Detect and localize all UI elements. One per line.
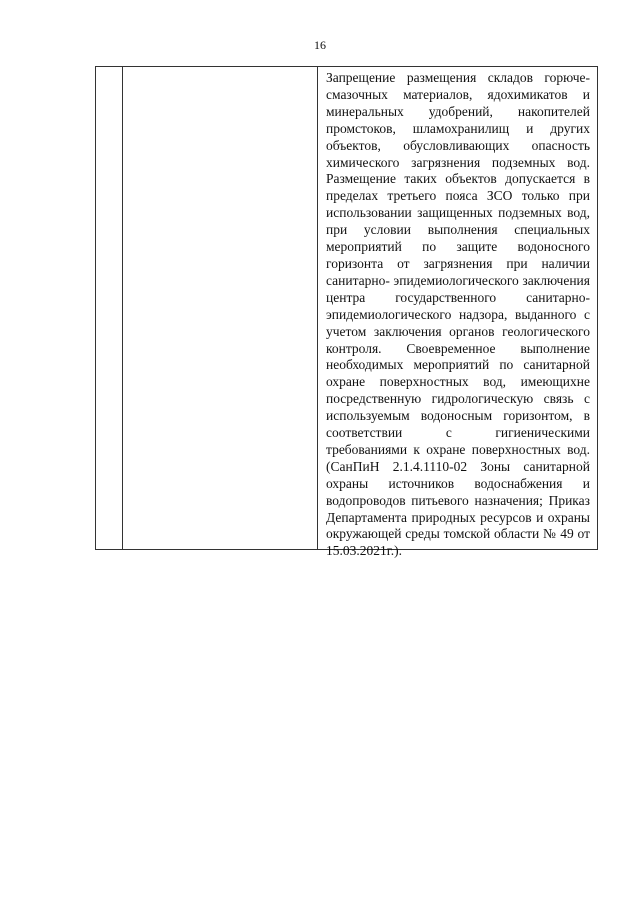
- requirements-text: Запрещение размещения складов горюче-смазочных материалов, ядохимикатов и минеральных удобрений, накопителей промстоков, шламохранилищ и других объектов, обусловливающих опасность химического загрязнения подземных вод. Размещение таких объектов допускается в пределах третьего пояса ЗСО только при использовании защищенных подземных вод, при условии выполнения специальных мероприятий по защите водоносного горизонта от загрязнения при наличии санитарно- эпидемиологического заключения центра государственного санитарно-эпидемиологического надзора, выданного с учетом заключения органов геологического контроля. Своевременное выполнение необходимых мероприятий по санитарной охране поверхностных вод, имеющихне посредственную гидрологическую связь с используемым водоносным горизонтом, в соответствии с гигиеническими требованиями к охране поверхностных вод. (СанПиН 2.1.4.1110-02 Зоны санитарной охраны источников водоснабжения и водопроводов питьевого назначения; Приказ Департамента природных ресурсов и охраны окружающей среды томской области № 49 от 15.03.2021г.).: [326, 70, 590, 559]
- table-cell-object: [123, 67, 318, 549]
- table-cell-requirements: [318, 67, 597, 559]
- table-cell-number: [96, 67, 123, 549]
- regulation-table: [95, 66, 598, 559]
- page-number: 16: [314, 38, 326, 52]
